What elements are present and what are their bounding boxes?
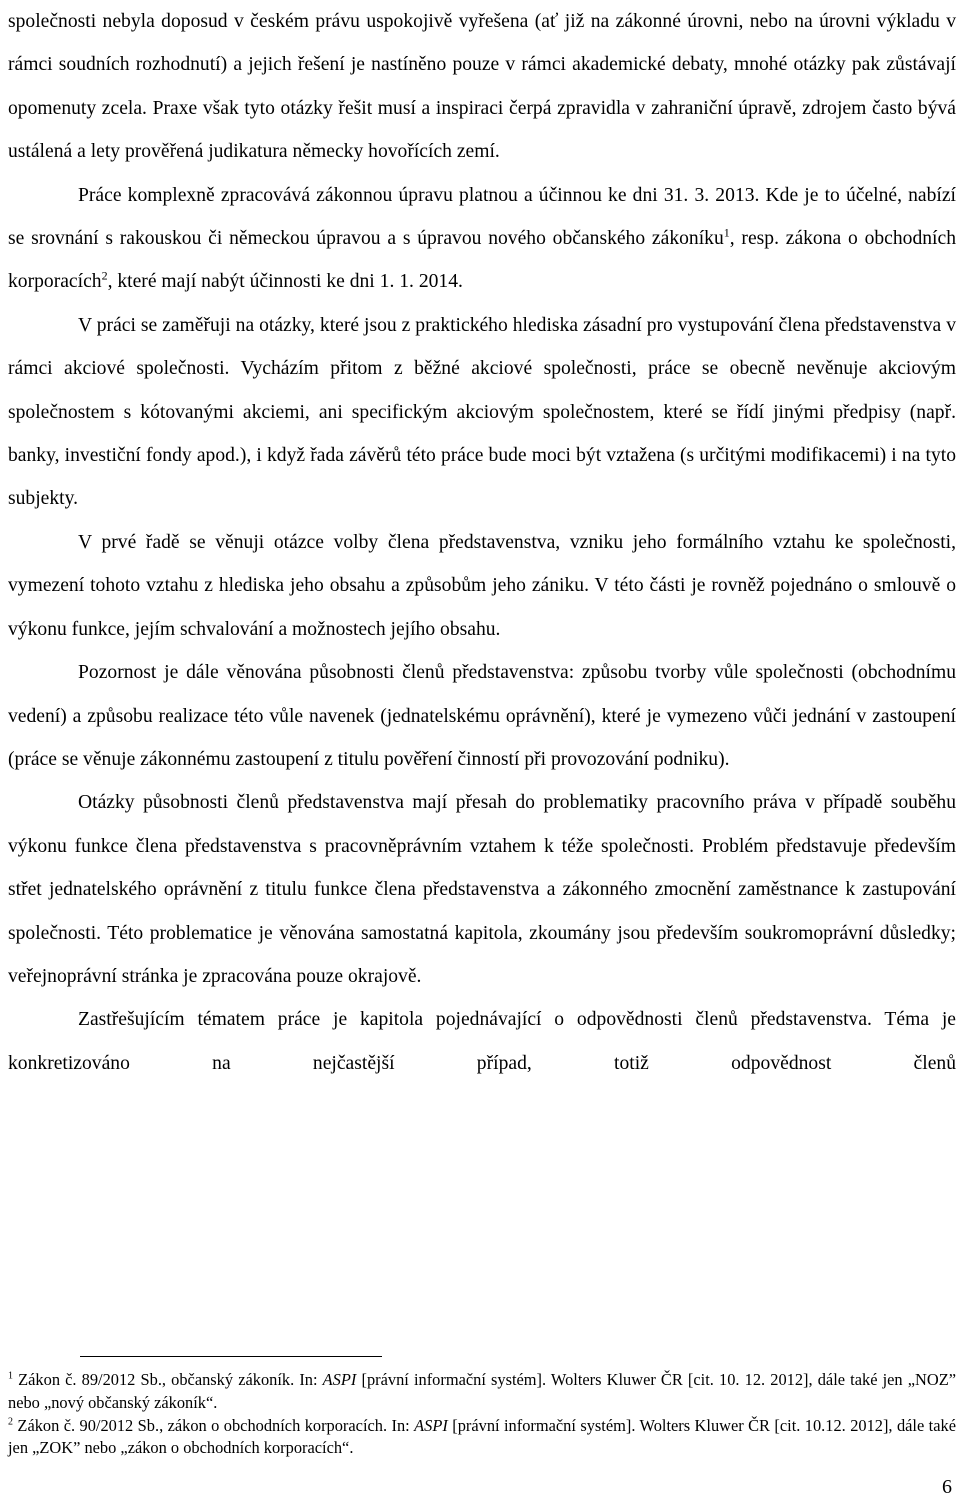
paragraph bbox=[8, 998, 956, 1085]
footnotes bbox=[8, 1369, 956, 1460]
paragraph-text: Pozornost je dále věnována působnosti členů představenstva: způsobu tvorby vůle společnosti (obchodnímu vedení) a způsobu realizace této vůle navenek (jednatelskému oprávnění), které je vymezeno vůči jednání v zastoupení (práce se věnuje zákonnému zastoupení z titulu pověření činností při provozování podniku). bbox=[8, 662, 956, 770]
paragraph bbox=[8, 521, 956, 651]
paragraph bbox=[8, 304, 956, 521]
footnote-ref[interactable]: 1 bbox=[723, 225, 730, 240]
paragraph bbox=[8, 174, 956, 304]
footnote-text: [právní informační systém]. Wolters Kluwer ČR [cit. 10. 12. 2012], dále také jen „NOZ” nebo „nový občanský zákoník“. bbox=[8, 1370, 956, 1412]
paragraph-text: Zastřešujícím tématem práce je kapitola pojednávající o odpovědnosti členů představenstva. Téma je konkretizováno na nejčastější případ, totiž odpovědnost členů bbox=[8, 1009, 956, 1074]
footnote-italic: ASPI bbox=[414, 1415, 448, 1435]
paragraph-text: společnosti nebyla doposud v českém právu uspokojivě vyřešena (ať již na zákonné úrovni, nebo na úrovni výkladu v rámci soudních rozhodnutí) a jejich řešení je nastíněno pouze v rámci akademické debaty, mnohé otázky pak zůstávají opomenuty zcela. Praxe však tyto otázky řešit musí a inspiraci čerpá zpravidla v zahraniční úpravě, zdrojem často bývá ustálená a lety prověřená judikatura německy hovořících zemí. bbox=[8, 11, 956, 163]
paragraph-text: , které mají nabýt účinnosti ke dni 1. 1. 2014. bbox=[107, 271, 463, 293]
footnote-separator bbox=[80, 1356, 382, 1357]
footnote-number: 1 bbox=[8, 1370, 13, 1382]
paragraph-text: V práci se zaměřuji na otázky, které jsou z praktického hlediska zásadní pro vystupování člena představenstva v rámci akciové společnosti. Vycházím přitom z běžné akciové společnosti, práce se obecně nevěnuje akciovým společnostem s kótovanými akciemi, ani specifickým akciovým společnostem, které se řídí jinými předpisy (např. banky, investiční fondy apod.), i když řada závěrů této práce bude moci být vztažena (s určitými modifikacemi) i na tyto subjekty. bbox=[8, 314, 956, 510]
footnote bbox=[8, 1369, 956, 1415]
footnote-ref[interactable]: 2 bbox=[101, 268, 108, 283]
paragraph-text: , resp. zákona o obchodních korporacích bbox=[8, 228, 956, 293]
paragraph bbox=[8, 781, 956, 998]
paragraph-text: Otázky působnosti členů představenstva mají přesah do problematiky pracovního práva v případě souběhu výkonu funkce člena představenstva s pracovněprávním vztahem k téže společnosti. Problém představuje především střet jednatelského oprávnění z titulu funkce člena představenstva a zákonného zmocnění zaměstnance k zastupování společnosti. Této problematice je věnována samostatná kapitola, zkoumány jsou především soukromoprávní důsledky; veřejnoprávní stránka je zpracována pouze okrajově. bbox=[8, 792, 956, 987]
paragraph-text: Práce komplexně zpracovává zákonnou úpravu platnou a účinnou ke dni 31. 3. 2013. Kde je to účelné, nabízí se srovnání s rakouskou či německou úpravou a s úpravou nového občanského zákoníku bbox=[8, 184, 956, 250]
footnote-number: 2 bbox=[8, 1416, 13, 1428]
paragraph bbox=[8, 0, 956, 174]
footnote-text: Zákon č. 89/2012 Sb., občanský zákoník. In: bbox=[13, 1370, 323, 1389]
document-page bbox=[8, 0, 956, 1085]
paragraph-text: V prvé řadě se věnuji otázce volby člena představenstva, vzniku jeho formálního vztahu ke společnosti, vymezení tohoto vztahu z hlediska jeho obsahu a způsobům jeho zániku. V této části je rovněž pojednáno o smlouvě o výkonu funkce, jejím schvalování a možnostech jejího obsahu. bbox=[8, 531, 956, 640]
body-text bbox=[8, 0, 956, 1085]
footnote bbox=[8, 1415, 956, 1461]
footnote-text: Zákon č. 90/2012 Sb., zákon o obchodních korporacích. In: bbox=[13, 1415, 415, 1435]
page-number: 6 bbox=[942, 1476, 952, 1498]
footnote-text: [právní informační systém]. Wolters Kluwer ČR [cit. 10.12. 2012], dále také jen „ZOK” nebo „zákon o obchodních korporacích“. bbox=[8, 1415, 956, 1458]
paragraph bbox=[8, 651, 956, 781]
footnote-italic: ASPI bbox=[322, 1370, 357, 1389]
